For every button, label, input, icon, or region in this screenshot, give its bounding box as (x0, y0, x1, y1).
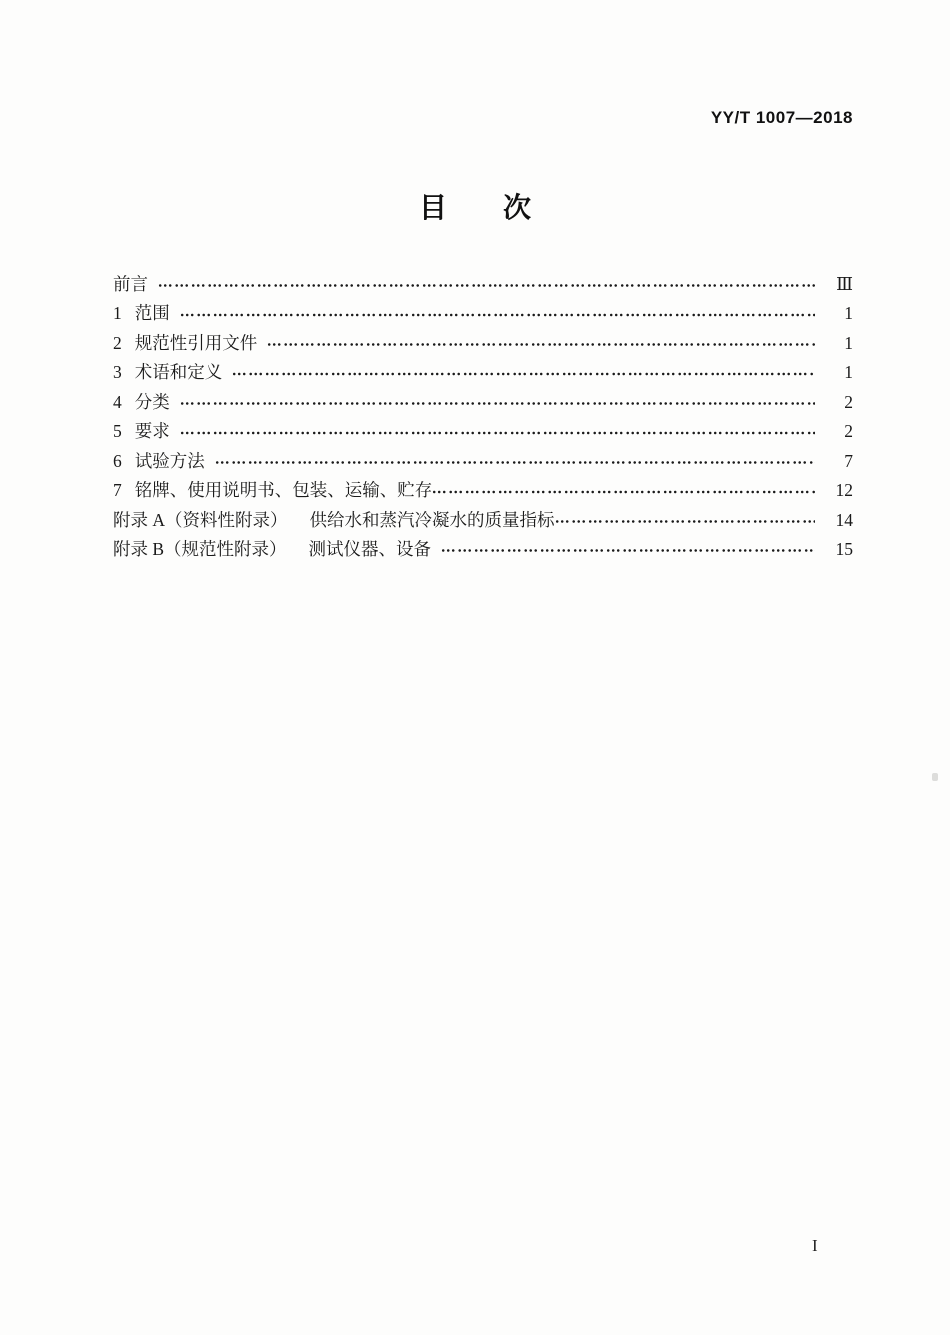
toc-leader-dots (180, 418, 815, 447)
toc-entry-number: 5 (113, 421, 122, 442)
toc-entry-page-number: 1 (844, 303, 853, 324)
toc-leader-dots (180, 389, 815, 418)
toc-entry-label: 术语和定义 (134, 362, 223, 383)
toc-entry (113, 447, 853, 476)
toc-entry-page-number: Ⅲ (836, 274, 853, 294)
toc-leader-dots (232, 359, 815, 388)
toc-list (113, 270, 853, 564)
toc-entry-label: 分类 (134, 391, 170, 412)
toc-leader-dots (432, 477, 815, 506)
standard-number: YY/T 1007—2018 (710, 108, 853, 127)
footer-page-number: I (812, 1236, 818, 1255)
toc-entry-label: 试验方法 (134, 450, 205, 471)
toc-leader-dots (555, 507, 815, 536)
toc-entry-number: 6 (113, 450, 122, 471)
toc-leader-dots (267, 330, 815, 359)
scan-artifact (932, 773, 938, 781)
toc-entry (113, 535, 853, 564)
toc-entry-number: 7 (113, 480, 122, 501)
toc-entry-label: 前言 (113, 274, 148, 294)
toc-entry (113, 358, 853, 387)
toc-entry (113, 506, 853, 535)
toc-entry-page-number: 7 (844, 450, 853, 471)
toc-leader-dots (215, 448, 815, 477)
toc-entry-sublabel: 供给水和蒸汽冷凝水的质量指标 (309, 509, 555, 530)
toc-entry (113, 417, 853, 446)
toc-entry-label: 规范性引用文件 (134, 332, 258, 353)
toc-entry (113, 270, 853, 299)
page-title (0, 186, 950, 226)
toc-entry-label: 附录 B（规范性附录） (113, 538, 287, 559)
toc-entry-page-number: 14 (835, 509, 853, 530)
toc-entry (113, 299, 853, 328)
toc-entry (113, 329, 853, 358)
toc-entry-label: 铭牌、使用说明书、包装、运输、贮存 (134, 480, 433, 501)
toc-entry (113, 388, 853, 417)
toc-leader-dots (158, 271, 815, 300)
toc-entry-page-number: 15 (835, 538, 853, 559)
toc-entry-page-number: 12 (835, 480, 853, 501)
toc-entry-page-number: 1 (844, 332, 853, 353)
toc-entry-number: 1 (113, 303, 122, 324)
toc-entry-label: 范围 (134, 303, 170, 324)
toc-entry-page-number: 2 (844, 391, 853, 412)
toc-leader-dots (441, 536, 815, 565)
toc-entry-number: 4 (113, 391, 122, 412)
toc-entry-label: 要求 (134, 421, 170, 442)
toc-entry (113, 476, 853, 505)
toc-entry-number: 3 (113, 362, 122, 383)
toc-entry-number: 2 (113, 332, 122, 353)
page-title-char-1: 目 (418, 192, 447, 223)
toc-entry-sublabel: 测试仪器、设备 (308, 538, 432, 559)
toc-entry-page-number: 2 (844, 421, 853, 442)
toc-leader-dots (180, 300, 815, 329)
toc-entry-label: 附录 A（资料性附录） (113, 509, 288, 530)
page-title-char-2: 次 (503, 192, 532, 223)
toc-entry-page-number: 1 (844, 362, 853, 383)
